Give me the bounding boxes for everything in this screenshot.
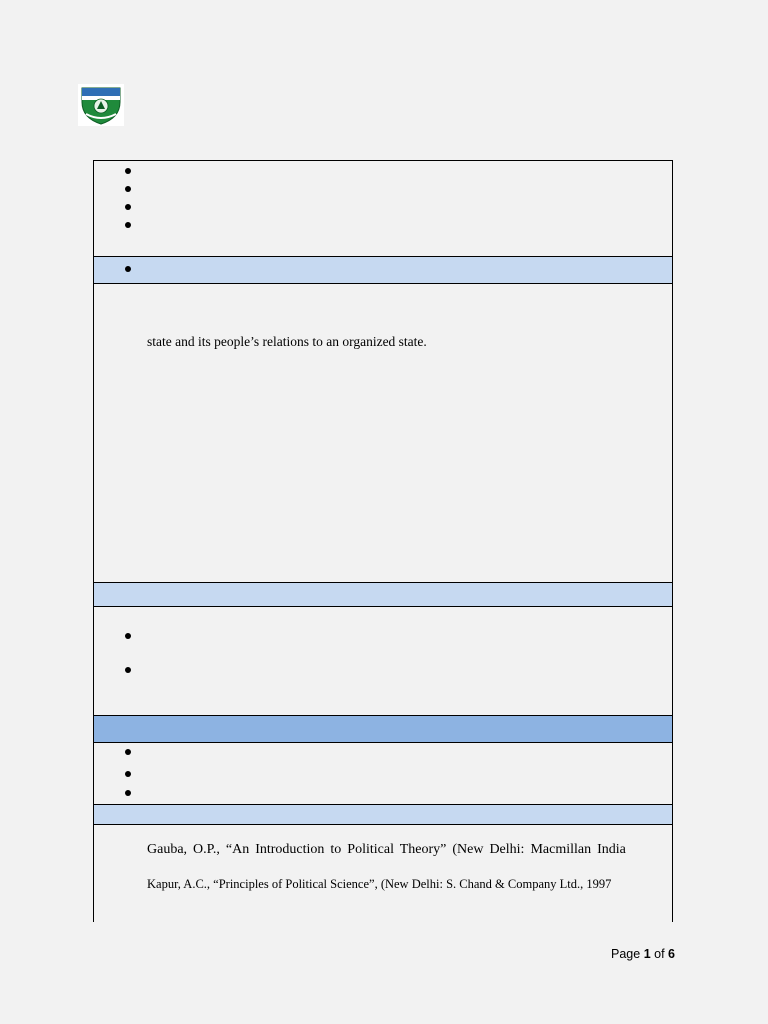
section-header-band xyxy=(94,805,672,824)
page-word: Page xyxy=(611,947,641,961)
current-page: 1 xyxy=(643,947,651,961)
list-bullet xyxy=(125,186,131,192)
section-bullets-2 xyxy=(94,607,672,715)
section-bullets-1 xyxy=(94,161,672,256)
list-bullet xyxy=(125,771,131,777)
document-table xyxy=(93,160,673,922)
section-header-band xyxy=(94,716,672,742)
list-bullet xyxy=(125,168,131,174)
total-pages: 6 xyxy=(668,947,675,961)
section-bullets-3 xyxy=(94,743,672,804)
institution-logo xyxy=(78,84,124,126)
list-bullet xyxy=(125,204,131,210)
list-bullet xyxy=(125,667,131,673)
list-bullet xyxy=(125,790,131,796)
list-bullet xyxy=(125,222,131,228)
reference-item: Kapur, A.C., “Principles of Political Science”, (New Delhi: S. Chand & Company Ltd., 1997 xyxy=(147,877,612,891)
list-bullet xyxy=(125,633,131,639)
list-bullet xyxy=(125,749,131,755)
section-references xyxy=(94,825,672,923)
reference-item: Gauba, O.P., “An Introduction to Political Theory” (New Delhi: Macmillan India xyxy=(147,842,626,857)
section-objective xyxy=(94,284,672,582)
objective-text: state and its people’s relations to an organized state. xyxy=(147,334,427,349)
section-header-band xyxy=(94,257,672,283)
section-header-band xyxy=(94,583,672,606)
of-word: of xyxy=(654,947,665,961)
page-number xyxy=(611,947,675,961)
list-bullet xyxy=(125,266,131,272)
crest-icon xyxy=(78,84,124,126)
